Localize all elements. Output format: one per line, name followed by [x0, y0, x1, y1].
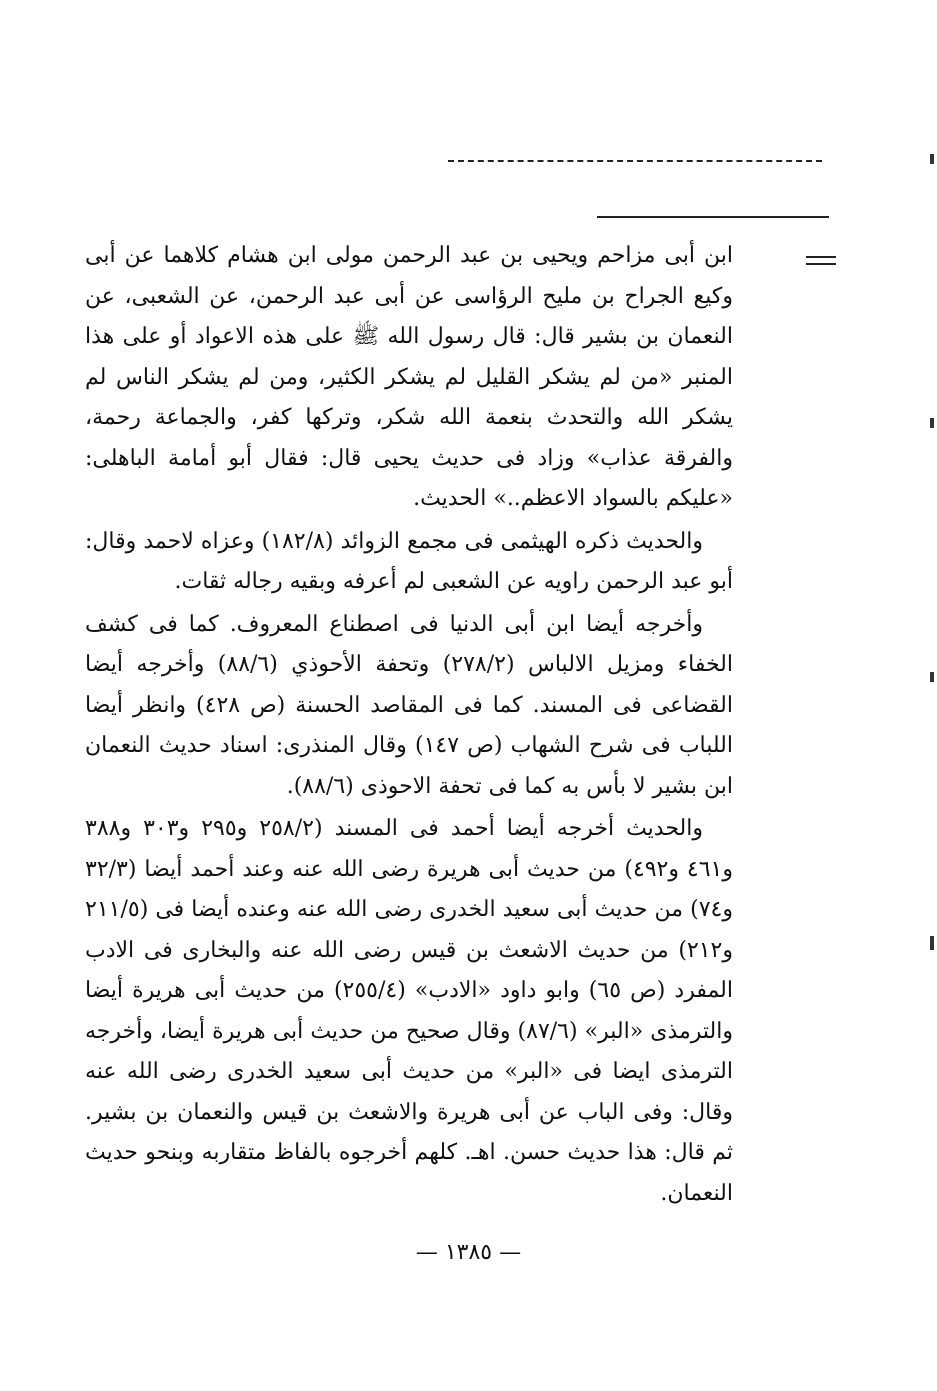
continuation-mark	[806, 256, 836, 270]
margin-mark	[930, 936, 934, 950]
page-number: — ١٣٨٥ —	[415, 1240, 522, 1265]
paragraph: والحديث أخرجه أيضا أحمد فى المسند (٢٥٨/٢ و٢٩٥ و٣٠٣ و٣٨٨ و٤٦١ و٤٩٢) من حديث أبى هريرة رضى الله عنه وعند أحمد أيضا (٣٢/٣ و٧٤) من حديث أبى سعيد الخدرى رضى الله عنه وعنده أيضا فى (٢١١/٥ و٢١٢) من حديث الاشعث بن قيس رضى الله عنه والبخارى فى الادب المفرد (ص ٦٥) وابو داود «الادب» (٢٥٥/٤) من حديث أبى هريرة أيضا والترمذى «البر» (٨٧/٦) وقال صحيح من حديث أبى هريرة أيضا، وأخرجه الترمذى ايضا فى «البر» من حديث أبى سعيد الخدرى رضى الله عنه وقال: وفى الباب عن أبى هريرة والاشعث بن قيس والنعمان بن بشير. ثم قال: هذا حديث حسن. اهـ. كلهم أخرجوه بالفاظ متقاربه وبنحو حديث النعمان.	[85, 816, 734, 1206]
dashed-divider	[448, 160, 822, 162]
margin-mark	[930, 418, 934, 428]
margin-mark	[930, 672, 934, 682]
footnote-text	[85, 236, 733, 1216]
paragraph: وأخرجه أيضا ابن أبى الدنيا فى اصطناع المعروف. كما فى كشف الخفاء ومزيل الالباس (٢٧٨/٢) وتحفة الأحوذي (٨٨/٦) وأخرجه أيضا القضاعى فى المسند. كما فى المقاصد الحسنة (ص ٤٢٨) وانظر أيضا اللباب فى شرح الشهاب (ص ١٤٧) وقال المنذرى: اسناد حديث النعمان ابن بشير لا بأس به كما فى تحفة الاحوذى (٨٨/٦).	[85, 611, 733, 799]
paragraph: والحديث ذكره الهيثمى فى مجمع الزوائد (١٨٢/٨) وعزاه لاحمد وقال: أبو عبد الرحمن راويه عن الشعبى لم أعرفه وبقيه رجاله ثقات.	[85, 528, 733, 594]
footnote-divider	[597, 216, 829, 218]
paragraph: ابن أبى مزاحم ويحيى بن عبد الرحمن مولى ابن هشام كلاهما عن أبى وكيع الجراح بن مليح الرؤاسى عن أبى عبد الرحمن، عن الشعبى، عن النعمان بن بشير قال: قال رسول الله ﷺ على هذه الاعواد أو على هذا المنبر «من لم يشكر القليل لم يشكر الكثير، ومن لم يشكر الناس لم يشكر الله والتحدث بنعمة الله شكر، وتركها كفر، والجماعة رحمة، والفرقة عذاب» وزاد فى حديث يحيى قال: فقال أبو أمامة الباهلى: «عليكم بالسواد الاعظم..» الحديث.	[85, 243, 733, 511]
margin-mark	[930, 154, 934, 164]
